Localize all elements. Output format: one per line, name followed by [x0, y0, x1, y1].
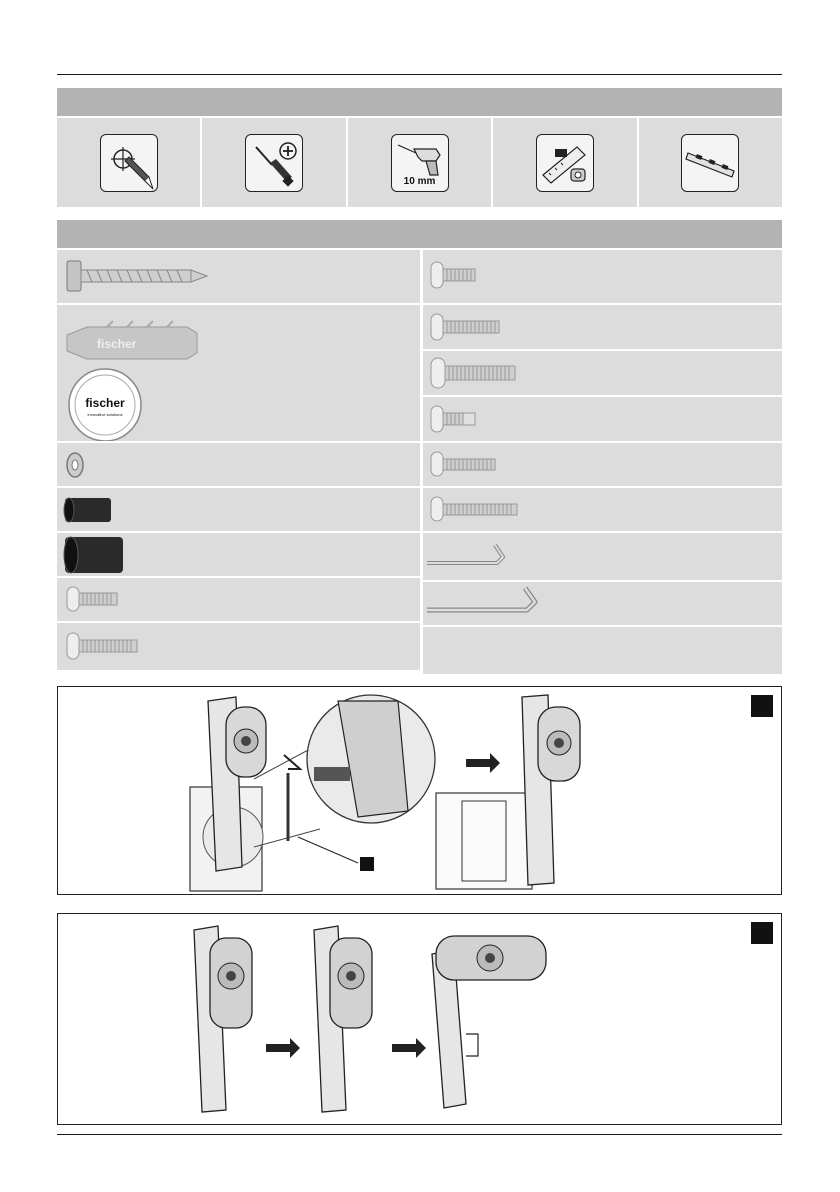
part-cell-bolt-1: [423, 250, 782, 303]
part-cell-short-bolt: [57, 578, 420, 621]
footer-rule: [57, 1134, 782, 1135]
part-cell-washer: [57, 443, 420, 486]
part-cell-bolt-3: [423, 351, 782, 395]
part-cell-empty: [423, 627, 782, 674]
hex-key-small-icon: [423, 533, 782, 580]
tool-cell-drill: [348, 118, 491, 207]
tool-cell-level: [639, 118, 782, 207]
callout-box-icon: [360, 857, 374, 871]
part-cell-bolt-4: [423, 397, 782, 441]
tool-cell-screwdriver: [202, 118, 345, 207]
part-cell-bolt-6: [423, 488, 782, 531]
bolt-icon: [423, 305, 782, 349]
step-illustration-mount-plate: [58, 687, 783, 896]
part-cell-hex-key-large: [423, 582, 782, 625]
spirit-level-icon: [681, 134, 739, 192]
short-spacer-icon: [57, 488, 420, 531]
drill-size-label: 10 mm: [403, 175, 436, 187]
phillips-screwdriver-icon: [245, 134, 303, 192]
step-panel-1: [57, 686, 782, 895]
long-bolt-icon: [57, 623, 420, 670]
washer-icon: [57, 443, 420, 486]
header-rule: [57, 74, 782, 75]
wall-plug-icon: [57, 305, 420, 441]
part-cell-wood-screw: [57, 250, 420, 303]
badge-brand-text: fischer: [85, 396, 125, 410]
tape-measure-icon: [536, 134, 594, 192]
badge-sub-text: innovative solutions: [87, 412, 123, 417]
arrow-right-icon: [266, 1038, 300, 1058]
parts-table: [57, 250, 782, 678]
hex-key-large-icon: [423, 582, 782, 625]
bolt-icon: [423, 488, 782, 531]
tools-row: [57, 118, 782, 207]
bolt-icon: [423, 443, 782, 486]
bolt-icon: [423, 250, 782, 303]
parts-section-bar: [57, 220, 782, 248]
parts-column-left: [57, 250, 420, 670]
wood-screw-icon: [57, 250, 420, 303]
short-bolt-icon: [57, 578, 420, 621]
plug-brand-text: fischer: [97, 337, 137, 351]
bolt-icon: [423, 351, 782, 395]
arrow-right-icon: [466, 753, 500, 773]
part-cell-hex-key-small: [423, 533, 782, 580]
part-cell-bolt-2: [423, 305, 782, 349]
part-cell-short-spacer: [57, 488, 420, 531]
part-cell-wall-plug: [57, 305, 420, 441]
part-cell-bolt-5: [423, 443, 782, 486]
tool-cell-tape: [493, 118, 636, 207]
part-cell-long-spacer: [57, 533, 420, 576]
long-spacer-icon: [57, 533, 420, 576]
tool-cell-mark: [57, 118, 200, 207]
mark-pencil-icon: [100, 134, 158, 192]
arrow-right-icon: [392, 1038, 426, 1058]
step-number-marker: [751, 922, 773, 944]
bolt-icon: [423, 397, 782, 441]
part-cell-long-bolt: [57, 623, 420, 670]
step-illustration-fold-arm: [58, 914, 783, 1126]
tools-section-bar: [57, 88, 782, 116]
parts-column-right: [423, 250, 782, 674]
step-number-marker: [751, 695, 773, 717]
drill-icon: [391, 134, 449, 192]
step-panel-2: [57, 913, 782, 1125]
